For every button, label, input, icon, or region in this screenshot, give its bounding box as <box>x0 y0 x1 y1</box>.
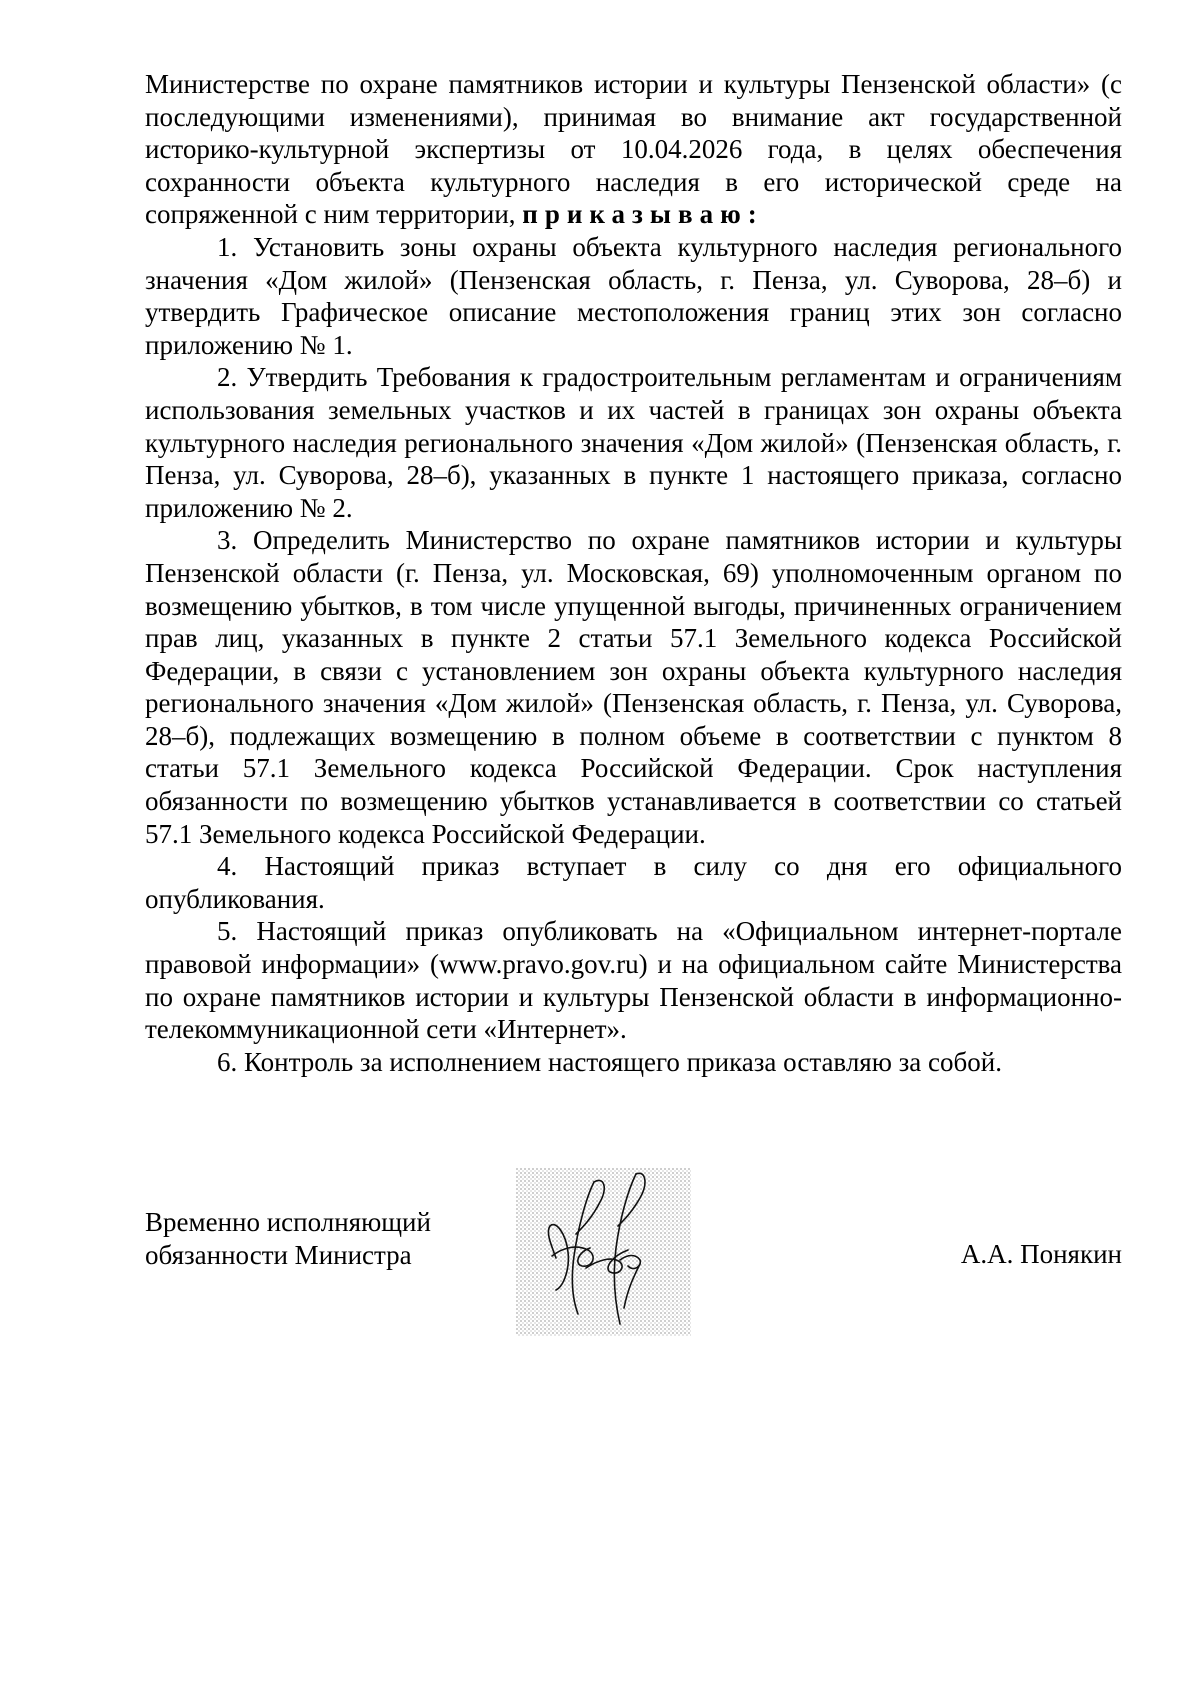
order-item-3: 3. Определить Министерство по охране памятников истории и культуры Пензенской области (г. Пенза, ул. Московская, 69) уполномоченным органом по возмещению убытков, в том числе упущенной выгоды, причиненных ограничением прав лиц, указанных в пункте 2 статьи 57.1 Земельного кодекса Российской Федерации, в связи с установлением зон охраны объекта культурного наследия регионального значения «Дом жилой» (Пензенская область, г. Пенза, ул. Суворова, 28–б), подлежащих возмещению в полном объеме в соответствии с пунктом 8 статьи 57.1 Земельного кодекса Российской Федерации. Срок наступления обязанности по возмещению убытков устанавливается в соответствии со статьей 57.1 Земельного кодекса Российской Федерации. <box>145 525 1122 849</box>
order-item-4: 4. Настоящий приказ вступает в силу со дня его официального опубликования. <box>145 851 1122 914</box>
order-item-2: 2. Утвердить Требования к градостроительным регламентам и ограничениям использования земельных участков и их частей в границах зон охраны объекта культурного наследия регионального значения «Дом жилой» (Пензенская область, г. Пенза, ул. Суворова, 28–б), указанных в пункте 1 настоящего приказа, согласно приложению № 2. <box>145 362 1122 523</box>
signatory-title-line-1: Временно исполняющий <box>145 1207 431 1237</box>
signature-block <box>145 1206 1122 1406</box>
signatory-title <box>145 1206 431 1271</box>
signatory-name: А.А. Понякин <box>960 1239 1122 1269</box>
order-text <box>145 68 1122 1078</box>
preamble-text: Министерстве по охране памятников истории и культуры Пензенской области» (с последующими изменениями), принимая во внимание акт государственной историко-культурной экспертизы от 10.04.2026 года, в целях обеспечения сохранности объекта культурного наследия в его исторической среде на сопряженной с ним территории, <box>145 69 1122 230</box>
order-item-5: 5. Настоящий приказ опубликовать на «Официальном интернет-портале правовой информации» (www.pravo.gov.ru) и на официальном сайте Министерства по охране памятников истории и культуры Пензенской области в информационно-телекоммуникационной сети «Интернет». <box>145 916 1122 1045</box>
signatory-title-line-2: обязанности Министра <box>145 1239 412 1270</box>
preamble-paragraph <box>145 68 1122 231</box>
order-item-6: 6. Контроль за исполнением настоящего приказа оставляю за собой. <box>217 1046 1002 1077</box>
order-item-1: 1. Установить зоны охраны объекта культурного наследия регионального значения «Дом жилой» (Пензенская область, г. Пенза, ул. Суворова, 28–б) и утвердить Графическое описание местоположения границ этих зон согласно приложению № 1. <box>145 231 1122 360</box>
handwritten-signature <box>516 1168 691 1336</box>
order-word: приказываю: <box>522 199 764 230</box>
